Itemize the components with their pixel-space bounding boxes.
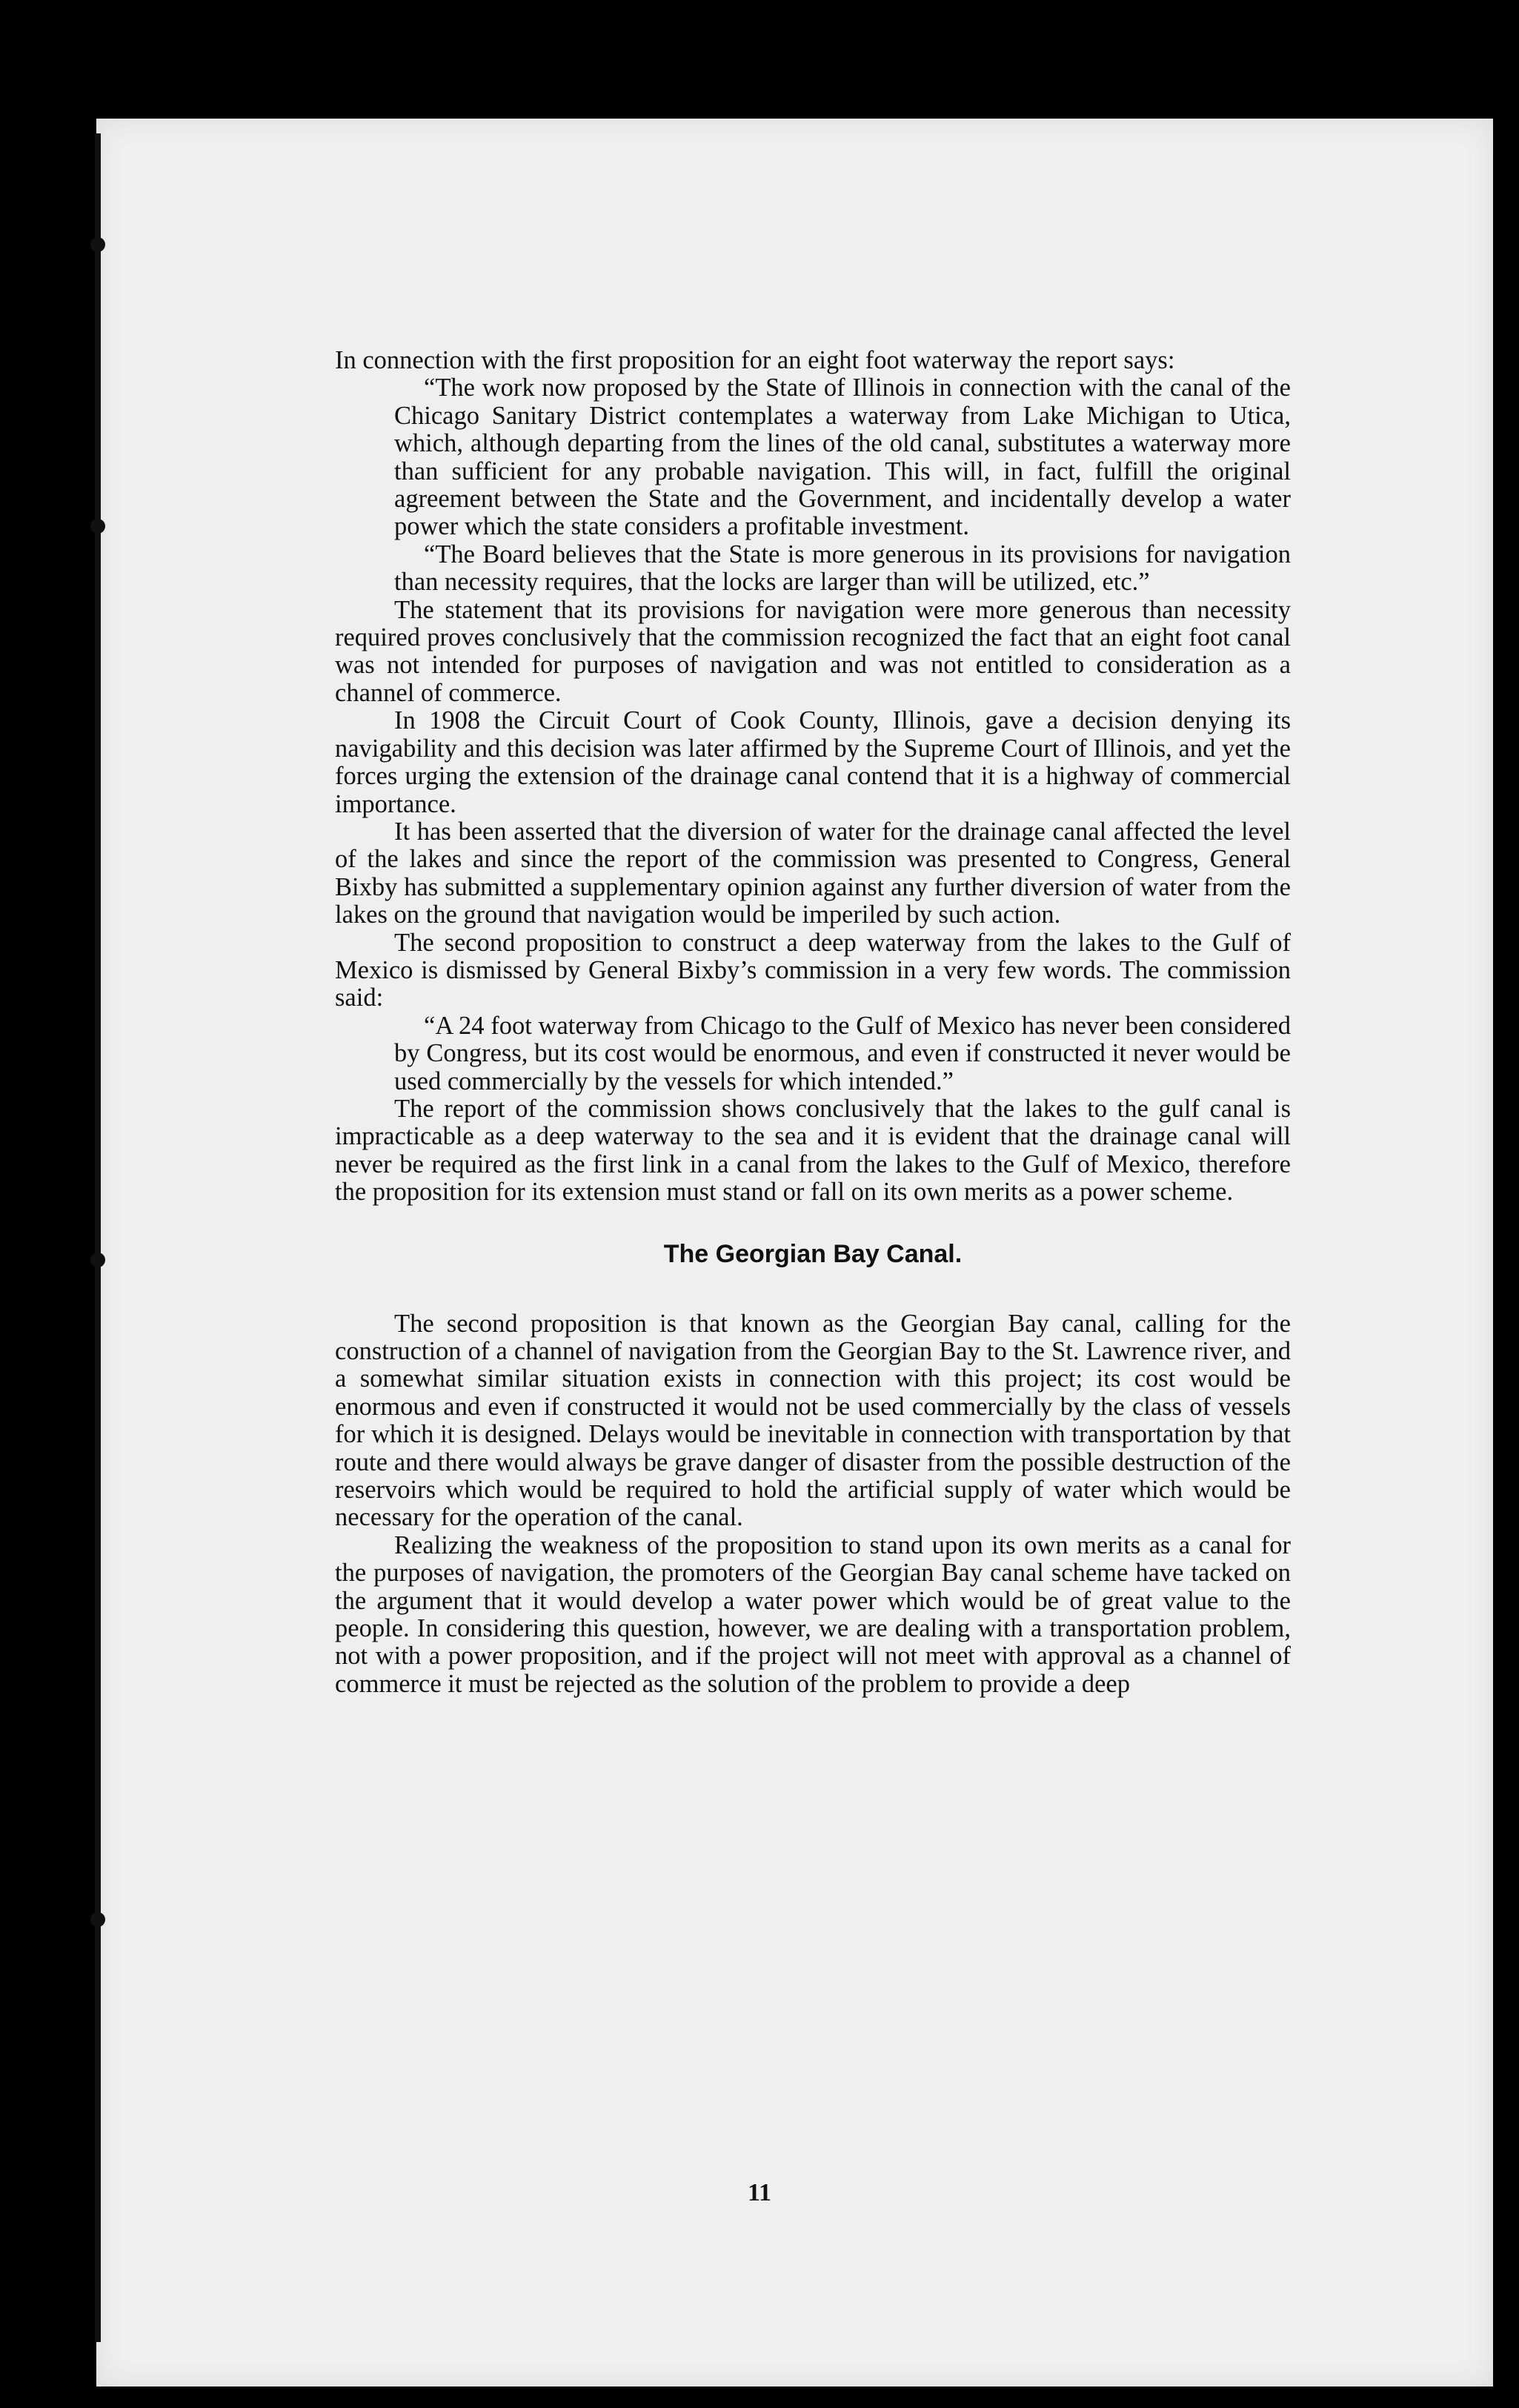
paragraph: Realizing the weakness of the proposition to stand upon its own merits as a canal for the purposes of navigation, the promoters of the Georgian Bay canal scheme have tacked on the argument that it would develop a water power which would be of great value to the people. In considering this question, however, we are dealing with a transportation problem, not with a power proposition, and if the project will not meet with approval as a channel of commerce it must be rejected as the solution of the problem to provide a deep [335, 1530, 1291, 1698]
page-text [335, 347, 1291, 1698]
paragraph: The statement that its provisions for navigation were more generous than necessity required proves conclusively that the commission recognized the fact that an eight foot canal was not intended for purposes of navigation and was not entitled to consideration as a channel of commerce. [335, 595, 1291, 707]
paragraph: It has been asserted that the diversion of water for the drainage canal affected the level of the lakes and since the report of the commission was presented to Congress, General Bixby has submitted a supplementary opinion against any further diversion of water from the lakes on the ground that navigation would be imperiled by such action. [335, 817, 1291, 929]
section-after-heading [335, 1310, 1291, 1699]
page-number: 11 [747, 2179, 772, 2206]
paragraph: The report of the commission shows conclusively that the lakes to the gulf canal is impracticable as a deep waterway to the sea and it is evident that the drainage canal will never be required as the first link in a canal from the lakes to the Gulf of Mexico, therefore the proposition for its extension must stand or fall on its own merits as a power scheme. [335, 1094, 1291, 1207]
binding-mark [90, 1912, 105, 1927]
paragraph: The second proposition to construct a deep waterway from the lakes to the Gulf of Mexico is dismissed by General Bixby’s commission in a very few words. The commission said: [335, 928, 1291, 1012]
section-before-heading [335, 347, 1291, 1207]
paragraph: The second proposition is that known as the Georgian Bay canal, calling for the construction of a channel of navigation from the Georgian Bay to the St. Lawrence river, and a somewhat similar situation exists in connection with this project; its cost would be enormous and even if constructed it would not be used commercially by the class of vessels for which it is designed. Delays would be inevitable in connection with transportation by that route and there would always be grave danger of disaster from the possible destruction of the reservoirs which would be required to hold the artificial supply of water which would be necessary for the operation of the canal. [335, 1309, 1291, 1532]
page-binding-edge [95, 133, 101, 2342]
paragraph: In 1908 the Circuit Court of Cook County, Illinois, gave a decision denying its navigability and this decision was later affirmed by the Supreme Court of Illinois, and yet the forces urging the extension of the drainage canal contend that it is a highway of commercial importance. [335, 706, 1291, 818]
section-heading: The Georgian Bay Canal. [663, 1239, 963, 1268]
binding-mark [90, 519, 105, 534]
paragraph: In connection with the first proposition for an eight foot waterway the report says: [335, 346, 1175, 374]
binding-mark [90, 1253, 105, 1267]
quoted-paragraph: “The work now proposed by the State of Illinois in connection with the canal of the Chicago Sanitary District contemplates a waterway from Lake Michigan to Utica, which, although departing from the lines of the old canal, substitutes a waterway more than sufficient for any probable navigation. This will, in fact, fulfill the original agreement between the State and the Government, and incidentally develop a water power which the state considers a profitable investment. [394, 374, 1291, 541]
binding-mark [90, 237, 105, 252]
quoted-paragraph: “A 24 foot waterway from Chicago to the Gulf of Mexico has never been considered by Congress, but its cost would be enormous, and even if constructed it never would be used commercially by the vessels for which intended.” [394, 1011, 1291, 1095]
quoted-paragraph: “The Board believes that the State is more generous in its provisions for navigation than necessity requires, that the locks are larger than will be utilized, etc.” [394, 540, 1291, 597]
